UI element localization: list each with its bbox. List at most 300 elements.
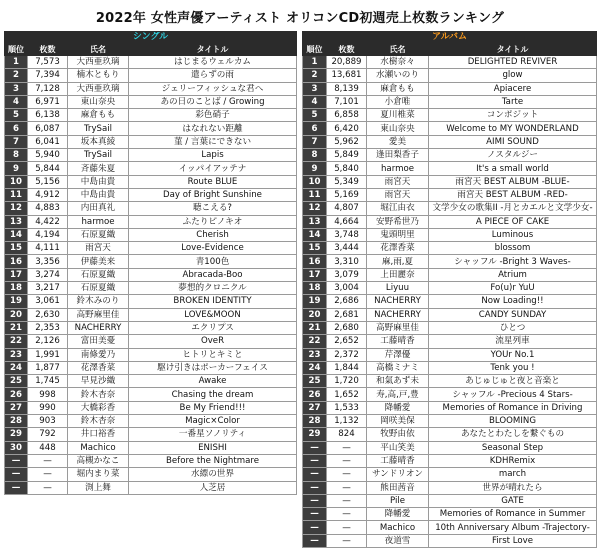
singles-row <box>5 401 297 414</box>
albums-row-count: — <box>327 521 367 534</box>
albums-row-title: GATE <box>429 494 597 507</box>
singles-row <box>5 202 297 215</box>
singles-row-count: 2,126 <box>28 335 68 348</box>
singles-row-title: エクリプス <box>129 321 297 334</box>
singles-label: シングル <box>5 32 297 44</box>
albums-row-name: 麻倉もも <box>367 82 429 95</box>
singles-row-rank: 24 <box>5 361 28 374</box>
singles-row-title: Chasing the dream <box>129 388 297 401</box>
albums-row-title: It's a small world <box>429 162 597 175</box>
albums-row-rank: — <box>303 534 327 547</box>
singles-row-name: 斉藤朱夏 <box>68 162 129 175</box>
albums-row-rank: 15 <box>303 242 327 255</box>
albums-row-rank: 11 <box>303 188 327 201</box>
albums-row-title: Tarte <box>429 95 597 108</box>
albums-row <box>303 95 597 108</box>
albums-row-name: 高野麻里佳 <box>367 321 429 334</box>
albums-row-title: AIMI SOUND <box>429 135 597 148</box>
albums-row-name: 工藤晴香 <box>367 454 429 467</box>
singles-row-title: 菫 / 言葉にできない <box>129 135 297 148</box>
albums-row <box>303 415 597 428</box>
singles-row-title: Route BLUE <box>129 175 297 188</box>
albums-row-title: blossom <box>429 242 597 255</box>
albums-row-title: glow <box>429 69 597 82</box>
singles-row-title: Cherish <box>129 228 297 241</box>
singles-row-name: 高野麻里佳 <box>68 308 129 321</box>
singles-row <box>5 242 297 255</box>
albums-row-name: 東山奈央 <box>367 122 429 135</box>
albums-row-rank: 17 <box>303 268 327 281</box>
singles-row-count: — <box>28 454 68 467</box>
singles-row-name: 伊藤美来 <box>68 255 129 268</box>
albums-row-rank: — <box>303 454 327 467</box>
singles-row-rank: 7 <box>5 135 28 148</box>
albums-row <box>303 388 597 401</box>
singles-row-rank: 9 <box>5 162 28 175</box>
singles-column-headers <box>5 44 297 56</box>
singles-row-count: 6,087 <box>28 122 68 135</box>
singles-row-title: 駆け引きはポーカーフェイス <box>129 361 297 374</box>
albums-row <box>303 175 597 188</box>
singles-row-rank: 4 <box>5 95 28 108</box>
albums-row-name: 小倉唯 <box>367 95 429 108</box>
singles-row-count: 3,061 <box>28 295 68 308</box>
albums-row-name: 高橋ミナミ <box>367 361 429 374</box>
albums-row-name: 逢田梨香子 <box>367 149 429 162</box>
singles-row-name: 富田美憂 <box>68 335 129 348</box>
singles-row-title: ENISHI <box>129 441 297 454</box>
albums-row-count: 5,169 <box>327 188 367 201</box>
singles-row-count: 6,138 <box>28 109 68 122</box>
singles-row-rank: 29 <box>5 428 28 441</box>
singles-row <box>5 335 297 348</box>
singles-row-rank: 2 <box>5 69 28 82</box>
singles-row-name: Machico <box>68 441 129 454</box>
albums-row <box>303 228 597 241</box>
albums-row-rank: 27 <box>303 401 327 414</box>
singles-row-rank: 25 <box>5 375 28 388</box>
albums-row-title: BLOOMING <box>429 415 597 428</box>
singles-row-count: — <box>28 468 68 481</box>
albums-row-rank: 10 <box>303 175 327 188</box>
albums-row-rank: 1 <box>303 56 327 69</box>
singles-row-title: 彩色硝子 <box>129 109 297 122</box>
albums-row-count: — <box>327 534 367 547</box>
albums-row-title: 世界が晴れたら <box>429 481 597 494</box>
singles-row-count: 998 <box>28 388 68 401</box>
singles-row <box>5 321 297 334</box>
singles-row-count: 1,991 <box>28 348 68 361</box>
singles-row-name: 花澤香菜 <box>68 361 129 374</box>
singles-row-title: Day of Bright Sunshine <box>129 188 297 201</box>
albums-row-count: 20,889 <box>327 56 367 69</box>
albums-row-name: 上田麗奈 <box>367 268 429 281</box>
albums-table <box>302 31 597 548</box>
singles-row-rank: 30 <box>5 441 28 454</box>
albums-row-title: Seasonal Step <box>429 441 597 454</box>
singles-row-count: 4,111 <box>28 242 68 255</box>
albums-row-title: ひとつ <box>429 321 597 334</box>
singles-row-rank: 14 <box>5 228 28 241</box>
singles-row <box>5 454 297 467</box>
albums-row <box>303 268 597 281</box>
albums-row <box>303 348 597 361</box>
albums-row-count: 2,681 <box>327 308 367 321</box>
albums-row-rank: 28 <box>303 415 327 428</box>
albums-row <box>303 454 597 467</box>
singles-row-name: 堀内まり菜 <box>68 468 129 481</box>
albums-row-count: 824 <box>327 428 367 441</box>
singles-row-count: 5,156 <box>28 175 68 188</box>
singles-row-count: 2,630 <box>28 308 68 321</box>
singles-row <box>5 268 297 281</box>
albums-row <box>303 361 597 374</box>
singles-row-count: 792 <box>28 428 68 441</box>
albums-label: アルバム <box>303 32 597 44</box>
albums-row-count: 4,664 <box>327 215 367 228</box>
singles-row <box>5 468 297 481</box>
singles-row-title: はじまるウェルカム <box>129 56 297 69</box>
albums-row-count: 5,840 <box>327 162 367 175</box>
singles-row <box>5 175 297 188</box>
singles-row-name: NACHERRY <box>68 321 129 334</box>
singles-header-name: 氏名 <box>68 44 129 56</box>
albums-row-count: 5,849 <box>327 149 367 162</box>
singles-header-title: タイトル <box>129 44 297 56</box>
singles-row-title: Abracada-Boo <box>129 268 297 281</box>
albums-row-title: Atrium <box>429 268 597 281</box>
singles-row-name: 東山奈央 <box>68 95 129 108</box>
albums-row <box>303 494 597 507</box>
albums-row-rank: 22 <box>303 335 327 348</box>
albums-row-title: 雨宮天 BEST ALBUM -RED- <box>429 188 597 201</box>
albums-row-count: 1,652 <box>327 388 367 401</box>
albums-row-title: 流星列車 <box>429 335 597 348</box>
albums-row <box>303 295 597 308</box>
singles-row-rank: 17 <box>5 268 28 281</box>
albums-row-rank: 8 <box>303 149 327 162</box>
singles-row-title: Magic×Color <box>129 415 297 428</box>
singles-row-name: 楠木ともり <box>68 69 129 82</box>
singles-row <box>5 149 297 162</box>
albums-header-title: タイトル <box>429 44 597 56</box>
albums-row-count: 6,420 <box>327 122 367 135</box>
albums-row-count: 13,681 <box>327 69 367 82</box>
singles-row-count: 1,877 <box>28 361 68 374</box>
albums-row-title: 文学少女の歌集II -月とカエルと文学少女- <box>429 202 597 215</box>
singles-row-rank: 3 <box>5 82 28 95</box>
albums-row <box>303 188 597 201</box>
singles-row-rank: 21 <box>5 321 28 334</box>
albums-row-name: 牧野由依 <box>367 428 429 441</box>
albums-row-rank: 21 <box>303 321 327 334</box>
singles-row-title: ジェリーフィッシュな君へ <box>129 82 297 95</box>
albums-header-count: 枚数 <box>327 44 367 56</box>
albums-column-headers <box>303 44 597 56</box>
singles-row-name: 鈴木みのり <box>68 295 129 308</box>
singles-row-rank: — <box>5 468 28 481</box>
singles-row-title: Before the Nightmare <box>129 454 297 467</box>
singles-row-count: 4,912 <box>28 188 68 201</box>
singles-row <box>5 69 297 82</box>
singles-rows <box>5 56 297 495</box>
albums-row-title: Fo(u)r YuU <box>429 282 597 295</box>
singles-row <box>5 428 297 441</box>
albums-row-count: — <box>327 508 367 521</box>
singles-row-name: 内田真礼 <box>68 202 129 215</box>
albums-row-rank: 23 <box>303 348 327 361</box>
singles-row-rank: 18 <box>5 282 28 295</box>
singles-row <box>5 109 297 122</box>
singles-table <box>4 31 297 495</box>
albums-row-rank: — <box>303 468 327 481</box>
albums-row-title: 雨宮天 BEST ALBUM -BLUE- <box>429 175 597 188</box>
singles-row-name: 石原夏織 <box>68 282 129 295</box>
albums-row-rank: 20 <box>303 308 327 321</box>
albums-row-count: — <box>327 454 367 467</box>
singles-row-title: 夢想的クロニクル <box>129 282 297 295</box>
singles-row-count: 4,883 <box>28 202 68 215</box>
albums-row <box>303 122 597 135</box>
singles-label-row <box>5 32 297 44</box>
singles-row-title: イッパイアッテナ <box>129 162 297 175</box>
singles-row-title: ヒトリとキミと <box>129 348 297 361</box>
singles-row-name: 南條愛乃 <box>68 348 129 361</box>
singles-row-title: 一番星ソノリティ <box>129 428 297 441</box>
singles-row-count: 7,128 <box>28 82 68 95</box>
singles-row-rank: 22 <box>5 335 28 348</box>
singles-row <box>5 361 297 374</box>
albums-row-name: harmoe <box>367 162 429 175</box>
albums-row <box>303 441 597 454</box>
albums-row-name: 夏川椎菜 <box>367 109 429 122</box>
albums-row <box>303 109 597 122</box>
albums-row-count: 2,652 <box>327 335 367 348</box>
albums-row-count: 2,680 <box>327 321 367 334</box>
albums-row-title: 10th Anniversary Album -Trajectory- <box>429 521 597 534</box>
albums-row-rank: 19 <box>303 295 327 308</box>
albums-row-title: Memories of Romance in Summer <box>429 508 597 521</box>
albums-row-count: 2,686 <box>327 295 367 308</box>
albums-row <box>303 215 597 228</box>
singles-row-name: 早見沙織 <box>68 375 129 388</box>
albums-row-name: 鬼頭明里 <box>367 228 429 241</box>
singles-row-name: 渕上舞 <box>68 481 129 494</box>
singles-row-count: 448 <box>28 441 68 454</box>
albums-row-title: ノスタルジー <box>429 149 597 162</box>
singles-row-name: 雨宮天 <box>68 242 129 255</box>
singles-row <box>5 135 297 148</box>
singles-row <box>5 188 297 201</box>
singles-row-count: 7,573 <box>28 56 68 69</box>
albums-row-rank: 16 <box>303 255 327 268</box>
albums-row-title: CANDY SUNDAY <box>429 308 597 321</box>
singles-row-rank: 11 <box>5 188 28 201</box>
singles-row-name: 石原夏織 <box>68 268 129 281</box>
singles-header-rank: 順位 <box>5 44 28 56</box>
albums-row-rank: — <box>303 494 327 507</box>
albums-row <box>303 521 597 534</box>
albums-row-title: Now Loading!! <box>429 295 597 308</box>
singles-row-count: 4,422 <box>28 215 68 228</box>
singles-row-rank: 12 <box>5 202 28 215</box>
albums-row <box>303 56 597 69</box>
albums-row-title: A PIECE OF CAKE <box>429 215 597 228</box>
albums-row-name: 堀江由衣 <box>367 202 429 215</box>
singles-row-title: ふたりピノキオ <box>129 215 297 228</box>
albums-row <box>303 534 597 547</box>
albums-row <box>303 82 597 95</box>
albums-row-name: Pile <box>367 494 429 507</box>
singles-row <box>5 308 297 321</box>
albums-row <box>303 255 597 268</box>
albums-row-name: 花澤香菜 <box>367 242 429 255</box>
singles-row-count: 2,353 <box>28 321 68 334</box>
singles-row-title: 水縹の世界 <box>129 468 297 481</box>
singles-row-name: 高槻かなこ <box>68 454 129 467</box>
albums-row-name: 芹澤優 <box>367 348 429 361</box>
albums-row-count: 4,807 <box>327 202 367 215</box>
singles-row-title: はなれない距離 <box>129 122 297 135</box>
albums-row-rank: 3 <box>303 82 327 95</box>
albums-row-name: 水瀬いのり <box>367 69 429 82</box>
albums-row <box>303 162 597 175</box>
albums-row-name: 平山笑美 <box>367 441 429 454</box>
albums-row-count: 1,132 <box>327 415 367 428</box>
albums-row-title: あじゅじゅと夜と音楽と <box>429 375 597 388</box>
singles-row-count: 903 <box>28 415 68 428</box>
page-title: 2022年 女性声優アーティスト オリコンCD初週売上枚数ランキング <box>95 11 505 26</box>
singles-row-rank: 5 <box>5 109 28 122</box>
albums-row-title: コンポジット <box>429 109 597 122</box>
albums-row-count: 5,962 <box>327 135 367 148</box>
singles-row-count: 4,194 <box>28 228 68 241</box>
albums-header-name: 氏名 <box>367 44 429 56</box>
singles-row <box>5 228 297 241</box>
singles-row-title: 遣らずの雨 <box>129 69 297 82</box>
albums-row-name: 寿,高,戸,豊 <box>367 388 429 401</box>
singles-row-rank: 27 <box>5 401 28 414</box>
albums-row <box>303 282 597 295</box>
albums-row-name: 熊田茜音 <box>367 481 429 494</box>
albums-row-count: 7,101 <box>327 95 367 108</box>
albums-row-title: Welcome to MY WONDERLAND <box>429 122 597 135</box>
singles-row <box>5 388 297 401</box>
albums-row-count: — <box>327 481 367 494</box>
singles-row <box>5 122 297 135</box>
albums-row-rank: 25 <box>303 375 327 388</box>
albums-row-rank: 2 <box>303 69 327 82</box>
albums-row-rank: 14 <box>303 228 327 241</box>
singles-row-rank: 1 <box>5 56 28 69</box>
singles-row-name: 麻倉もも <box>68 109 129 122</box>
albums-row-title: march <box>429 468 597 481</box>
albums-row-count: 1,533 <box>327 401 367 414</box>
singles-row-rank: 6 <box>5 122 28 135</box>
singles-row-name: 中島由貴 <box>68 175 129 188</box>
albums-row-rank: 26 <box>303 388 327 401</box>
singles-row-title: 青100色 <box>129 255 297 268</box>
albums-row-name: 麻,雨,夏 <box>367 255 429 268</box>
albums-row <box>303 242 597 255</box>
albums-row-count: 8,139 <box>327 82 367 95</box>
singles-row-count: 3,356 <box>28 255 68 268</box>
albums-row-name: サンドリオン <box>367 468 429 481</box>
albums-row-title: DELIGHTED REVIVER <box>429 56 597 69</box>
singles-row-count: 3,217 <box>28 282 68 295</box>
singles-row-name: 坂本真綾 <box>68 135 129 148</box>
singles-row-count: 5,844 <box>28 162 68 175</box>
singles-row <box>5 282 297 295</box>
albums-row-title: Memories of Romance in Driving <box>429 401 597 414</box>
singles-row-name: 大橋彩香 <box>68 401 129 414</box>
albums-row <box>303 335 597 348</box>
albums-header-rank: 順位 <box>303 44 327 56</box>
singles-row-count: 990 <box>28 401 68 414</box>
singles-row-name: 鈴木杏奈 <box>68 415 129 428</box>
singles-row <box>5 415 297 428</box>
albums-row-rank: 29 <box>303 428 327 441</box>
albums-row-name: 岡咲美保 <box>367 415 429 428</box>
singles-row-title: Awake <box>129 375 297 388</box>
singles-row <box>5 441 297 454</box>
albums-row-title: シャッフル -Precious 4 Stars- <box>429 388 597 401</box>
albums-row <box>303 481 597 494</box>
singles-row-name: TrySail <box>68 122 129 135</box>
albums-row-rank: 18 <box>303 282 327 295</box>
albums-row-count: 1,844 <box>327 361 367 374</box>
singles-row-title: OveR <box>129 335 297 348</box>
albums-row-title: KDHRemix <box>429 454 597 467</box>
singles-row-rank: 16 <box>5 255 28 268</box>
albums-row-rank: 4 <box>303 95 327 108</box>
singles-row-count: 7,394 <box>28 69 68 82</box>
albums-row-rank: 9 <box>303 162 327 175</box>
singles-row-name: 中島由貴 <box>68 188 129 201</box>
albums-row-title: あなたとわたしを繋ぐもの <box>429 428 597 441</box>
albums-row-rank: — <box>303 481 327 494</box>
singles-row-rank: 13 <box>5 215 28 228</box>
singles-row-count: 6,971 <box>28 95 68 108</box>
albums-row-name: 安野希世乃 <box>367 215 429 228</box>
albums-row-name: 降幡愛 <box>367 508 429 521</box>
singles-row-rank: 10 <box>5 175 28 188</box>
albums-row-name: NACHERRY <box>367 295 429 308</box>
albums-row-count: — <box>327 441 367 454</box>
albums-row-name: 愛美 <box>367 135 429 148</box>
albums-row-name: 夜道雪 <box>367 534 429 547</box>
albums-row-count: — <box>327 468 367 481</box>
albums-label-row <box>303 32 597 44</box>
singles-row-name: 鈴木杏奈 <box>68 388 129 401</box>
albums-row <box>303 149 597 162</box>
albums-row-name: 雨宮天 <box>367 188 429 201</box>
albums-row <box>303 202 597 215</box>
albums-row-name: NACHERRY <box>367 308 429 321</box>
albums-row-count: 5,349 <box>327 175 367 188</box>
singles-row <box>5 295 297 308</box>
albums-row <box>303 135 597 148</box>
albums-row-title: YOUr No.1 <box>429 348 597 361</box>
albums-row <box>303 468 597 481</box>
singles-row <box>5 348 297 361</box>
albums-rows <box>303 56 597 548</box>
albums-row-rank: — <box>303 441 327 454</box>
albums-row-rank: — <box>303 508 327 521</box>
singles-row-name: 大西亜玖璃 <box>68 56 129 69</box>
albums-row <box>303 69 597 82</box>
albums-row-rank: 5 <box>303 109 327 122</box>
